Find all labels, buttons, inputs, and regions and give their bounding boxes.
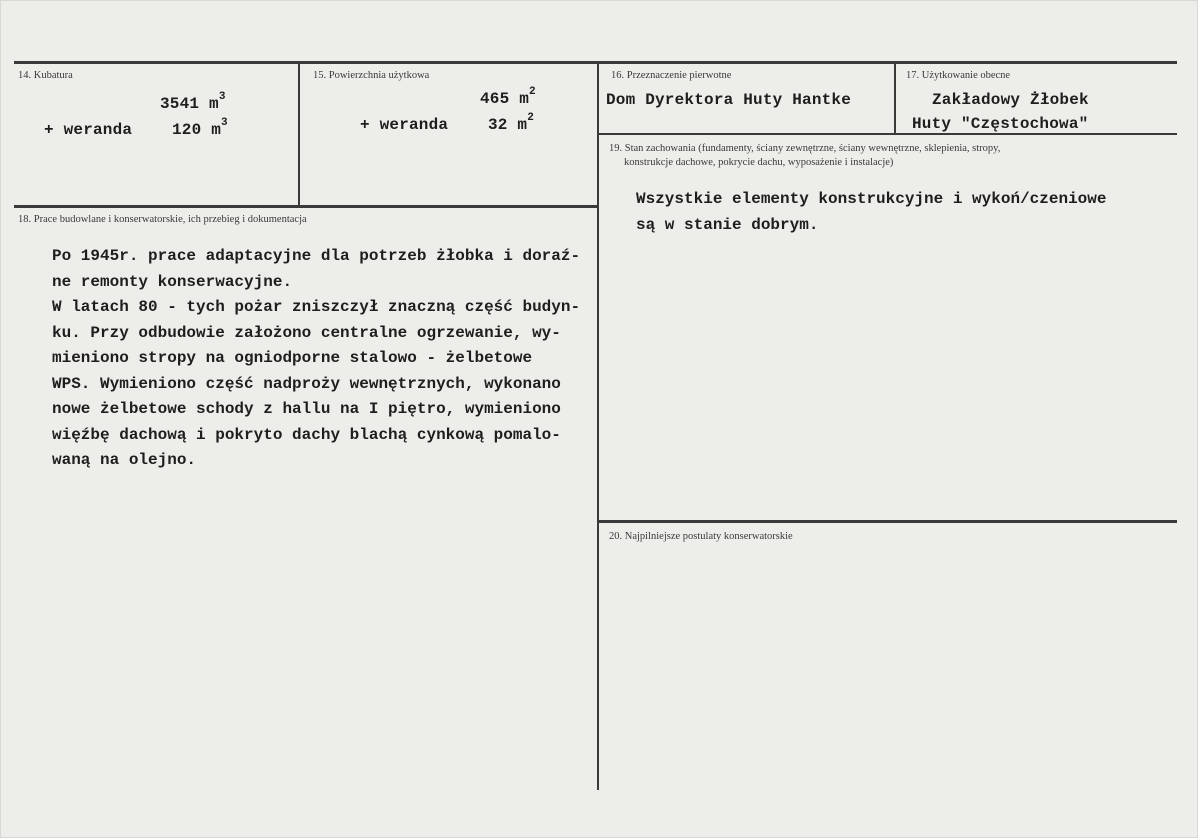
field-14-veranda-volume	[172, 117, 228, 139]
field-19-label-line2: konstrukcje dachowe, pokrycie dachu, wyposażenie i instalacje)	[624, 157, 894, 168]
field-19-line: Wszystkie elementy konstrukcyjne i wykoń/czeniowe	[636, 190, 1107, 208]
field-15-area-unit-exp: 2	[529, 86, 536, 98]
field-15-area-value: 465 m	[480, 90, 530, 108]
field-18-line: WPS. Wymieniono część nadproży wewnętrznych, wykonano	[52, 374, 561, 393]
field-15-veranda-label: + weranda	[360, 116, 449, 134]
field-18-line: ku. Przy odbudowie założono centralne ogrzewanie, wy-	[52, 323, 561, 342]
field-17-label: 17. Użytkowanie obecne	[906, 70, 1011, 81]
field-16-label: 16. Przeznaczenie pierwotne	[611, 70, 732, 81]
field-15-veranda-value: 32 m	[488, 116, 528, 134]
field-14-volume	[160, 91, 226, 113]
field-14-veranda-unit-exp: 3	[221, 117, 228, 129]
field-16-value: Dom Dyrektora Huty Hantke	[606, 91, 852, 109]
rule-under-16-17	[599, 133, 1177, 135]
field-19-text	[636, 187, 1106, 238]
field-18-line: W latach 80 - tych pożar zniszczył znaczną część budyn-	[52, 298, 581, 316]
field-18-line: Po 1945r. prace adaptacyjne dla potrzeb żłobka i doraź-	[52, 247, 581, 265]
top-rule	[14, 61, 1177, 64]
field-19-line: są w stanie dobrym.	[636, 215, 819, 234]
field-15-veranda-unit-exp: 2	[527, 112, 535, 124]
field-14-veranda-value: 120 m	[172, 121, 222, 139]
rule-under-14-15	[14, 205, 598, 208]
field-14-veranda-label: + weranda	[44, 121, 133, 139]
rule-above-20	[599, 520, 1177, 523]
field-18-label: 18. Prace budowlane i konserwatorskie, ich przebieg i dokumentacja	[18, 214, 307, 225]
divider-16-17	[894, 64, 896, 134]
field-14-volume-unit-exp: 3	[218, 91, 226, 103]
field-18-text	[52, 244, 580, 474]
field-14-label: 14. Kubatura	[18, 70, 73, 81]
field-17-value-line1: Zakładowy Żłobek	[932, 91, 1089, 109]
field-17-value-line2: Huty "Częstochowa"	[912, 115, 1089, 133]
field-18-line: mieniono stropy na ogniodporne stalowo - żelbetowe	[52, 349, 533, 367]
divider-left-right	[597, 64, 599, 790]
field-18-line: nowe żelbetowe schody z hallu na I piętro, wymieniono	[52, 400, 561, 418]
field-20-label: 20. Najpilniejsze postulaty konserwatorskie	[609, 531, 793, 542]
field-15-veranda-area	[488, 112, 535, 134]
divider-14-15	[298, 64, 300, 207]
field-14-volume-value: 3541 m	[160, 95, 219, 113]
field-18-line: więźbę dachową i pokryto dachy blachą cynkową pomalo-	[52, 425, 561, 444]
field-18-line: ne remonty konserwacyjne.	[52, 272, 293, 291]
field-15-area	[480, 86, 536, 108]
field-18-line: waną na olejno.	[52, 451, 197, 469]
field-19-label-line1: 19. Stan zachowania (fundamenty, ściany zewnętrzne, ściany wewnętrzne, sklepienia, stropy,	[609, 143, 1001, 154]
field-15-label: 15. Powierzchnia użytkowa	[313, 70, 430, 81]
